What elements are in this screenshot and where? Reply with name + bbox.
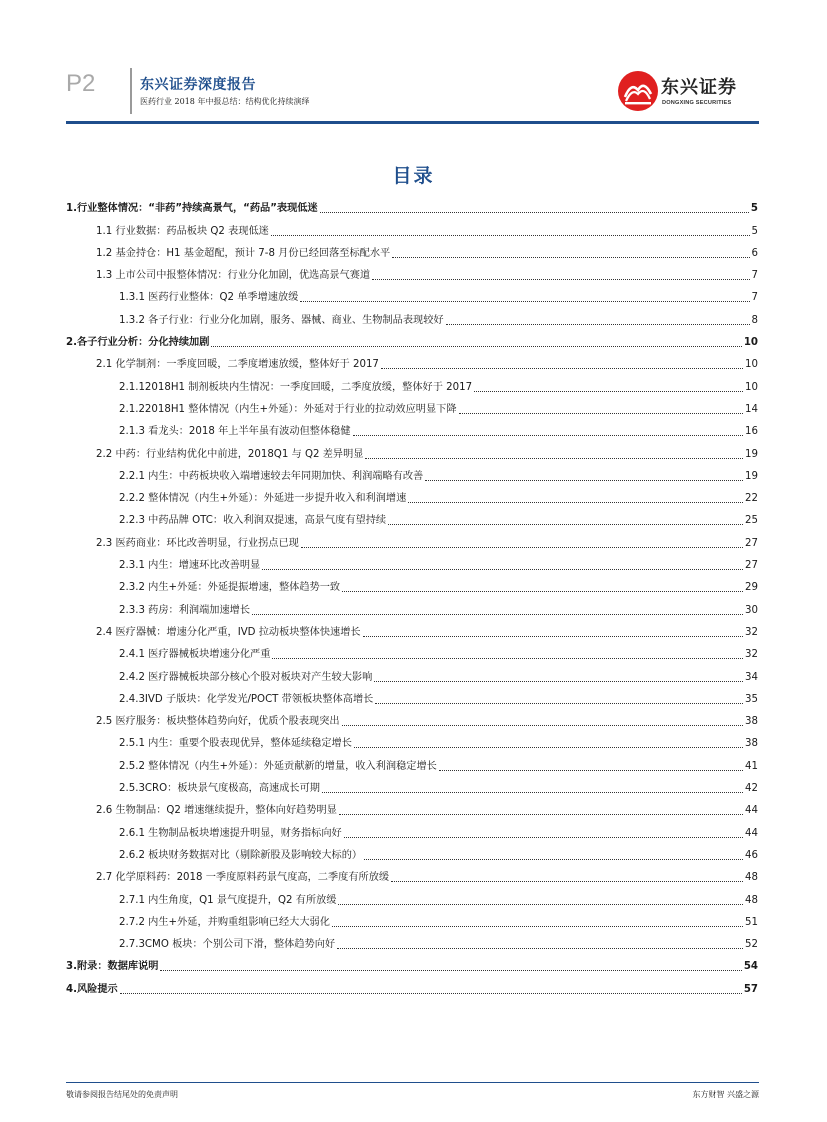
toc-entry[interactable] [66, 395, 758, 417]
toc-entry[interactable] [66, 618, 758, 640]
toc-entry-page: 57 [743, 983, 758, 995]
toc-leader-dots [301, 547, 743, 548]
toc-leader-dots [365, 458, 743, 459]
toc-leader-dots [342, 725, 743, 726]
toc-entry[interactable] [66, 350, 758, 372]
toc-leader-dots [381, 368, 743, 369]
toc-entry[interactable] [66, 506, 758, 528]
toc-leader-dots [353, 435, 744, 436]
toc-leader-dots [446, 324, 750, 325]
toc-entry-page: 32 [745, 649, 758, 661]
toc-entry-label: 2.2 中药：行业结构优化中前进，2018Q1 与 Q2 差异明显 [96, 448, 364, 460]
toc-entry-label: 2.3.3 药房：利润端加速增长 [119, 604, 251, 616]
toc-entry-page: 51 [745, 916, 758, 928]
toc-leader-dots [339, 814, 743, 815]
toc-entry[interactable] [66, 283, 758, 305]
toc-entry[interactable] [66, 863, 758, 885]
toc-entry[interactable] [66, 729, 758, 751]
toc-leader-dots [342, 591, 743, 592]
toc-entry-label: 2.4 医疗器械：增速分化严重，IVD 拉动板块整体快速增长 [96, 626, 361, 638]
toc-entry[interactable] [66, 551, 758, 573]
toc-entry[interactable] [66, 707, 758, 729]
toc-entry-label: 2.6.1 生物制品板块增速提升明显，财务指标向好 [119, 827, 342, 839]
toc-entry-page: 14 [745, 403, 758, 415]
toc-entry[interactable] [66, 305, 758, 327]
toc-entry-page: 5 [750, 203, 758, 215]
toc-entry-label: 1.3.1 医药行业整体：Q2 单季增速放缓 [119, 292, 299, 304]
toc-entry[interactable] [66, 216, 758, 238]
toc-entry[interactable] [66, 841, 758, 863]
toc-entry-page: 10 [743, 337, 758, 349]
toc-leader-dots [338, 904, 743, 905]
toc-entry-label: 2.1 化学制剂：一季度回暖，二季度增速放缓，整体好于 2017 [96, 359, 379, 371]
toc-entry[interactable] [66, 974, 758, 996]
toc-entry-page: 7 [751, 270, 758, 282]
toc-entry-page: 48 [745, 872, 758, 884]
toc-leader-dots [375, 703, 743, 704]
toc-leader-dots [354, 747, 743, 748]
toc-entry-page: 54 [743, 961, 758, 973]
toc-entry-label: 2.7 化学原料药：2018 一季度原料药景气度高，二季度有所放缓 [96, 872, 390, 884]
header-divider [130, 68, 132, 114]
toc-entry-label: 2.1.22018H1 整体情况（内生+外延）：外延对于行业的拉动效应明显下降 [119, 403, 457, 415]
toc-entry[interactable] [66, 796, 758, 818]
toc-leader-dots [262, 569, 743, 570]
toc-entry[interactable] [66, 194, 758, 216]
toc-entry[interactable] [66, 774, 758, 796]
toc-entry[interactable] [66, 952, 758, 974]
page-label: P2 [66, 70, 96, 97]
toc-entry-label: 2.1.3 看龙头：2018 年上半年虽有波动但整体稳健 [119, 426, 351, 438]
footer-disclaimer: 敬请参阅报告结尾处的免责声明 [66, 1090, 178, 1099]
toc-entry-page: 27 [745, 537, 758, 549]
company-logo [617, 70, 747, 116]
toc-entry-page: 48 [745, 894, 758, 906]
dongxing-logo-icon [617, 70, 659, 112]
toc-entry-page: 29 [745, 582, 758, 594]
footer-rule [66, 1082, 759, 1083]
toc-entry-label: 3.附录：数据库说明 [66, 961, 159, 973]
toc-leader-dots [474, 391, 743, 392]
toc-entry-label: 2.4.2 医疗器械板块部分核心个股对板块对产生较大影响 [119, 671, 373, 683]
toc-leader-dots [322, 792, 743, 793]
report-title: 东兴证券深度报告 [140, 77, 256, 93]
toc-leader-dots [332, 926, 743, 927]
toc-entry-page: 44 [745, 827, 758, 839]
toc-entry-page: 30 [745, 604, 758, 616]
toc-entry[interactable] [66, 573, 758, 595]
toc-entry-label: 2.2.2 整体情况（内生+外延）：外延进一步提升收入和利润增速 [119, 493, 407, 505]
toc-entry-label: 2.5.2 整体情况（内生+外延）：外延贡献新的增量，收入利润稳定增长 [119, 760, 437, 772]
toc-entry-page: 41 [745, 760, 758, 772]
toc-leader-dots [252, 614, 743, 615]
toc-entry-page: 38 [745, 716, 758, 728]
footer-slogan: 东方财智 兴盛之源 [692, 1090, 759, 1099]
header-rule [66, 121, 759, 124]
toc-entry[interactable] [66, 528, 758, 550]
toc-leader-dots [271, 235, 750, 236]
toc-entry-page: 19 [745, 448, 758, 460]
toc-entry-page: 27 [745, 560, 758, 572]
toc-entry-page: 10 [745, 381, 758, 393]
toc-entry-label: 2.7.3CMO 板块：个别公司下滑，整体趋势向好 [119, 939, 336, 951]
toc-entry-label: 1.3 上市公司中报整体情况：行业分化加剧，优选高景气赛道 [96, 270, 371, 282]
toc-entry-page: 46 [745, 849, 758, 861]
toc-entry[interactable] [66, 439, 758, 461]
toc-entry-label: 2.3 医药商业：环比改善明显，行业拐点已现 [96, 537, 299, 549]
report-subtitle: 医药行业 2018 年中报总结：结构优化持续演绎 [140, 97, 310, 106]
toc-entry-label: 2.6.2 板块财务数据对比（剔除新股及影响较大标的） [119, 849, 363, 861]
toc-entry-page: 38 [745, 738, 758, 750]
toc-leader-dots [120, 993, 742, 994]
toc-entry-page: 16 [745, 426, 758, 438]
toc-entry[interactable] [66, 239, 758, 261]
logo-name-en: DONGXING SECURITIES [662, 100, 732, 106]
toc-entry-label: 2.3.2 内生+外延：外延提振增速，整体趋势一致 [119, 582, 341, 594]
toc-entry-page: 19 [745, 470, 758, 482]
toc-entry-page: 22 [745, 493, 758, 505]
toc-entry[interactable] [66, 640, 758, 662]
toc-entry-page: 42 [745, 783, 758, 795]
toc-leader-dots [211, 346, 741, 347]
toc-list [66, 194, 758, 997]
logo-name-cn: 东兴证券 [661, 77, 737, 98]
toc-entry-page: 32 [745, 626, 758, 638]
toc-entry-label: 2.5.1 内生：重要个股表现优异，整体延续稳定增长 [119, 738, 352, 750]
toc-entry[interactable] [66, 751, 758, 773]
toc-entry[interactable] [66, 484, 758, 506]
toc-entry[interactable] [66, 261, 758, 283]
toc-entry-page: 5 [751, 225, 758, 237]
toc-entry-label: 2.7.1 内生角度，Q1 景气度提升，Q2 有所放缓 [119, 894, 337, 906]
toc-entry-label: 2.各子行业分析：分化持续加剧 [66, 337, 210, 349]
toc-entry[interactable] [66, 818, 758, 840]
toc-entry-label: 2.1.12018H1 制剂板块内生情况：一季度回暖，二季度放缓，整体好于 2017 [119, 381, 473, 393]
toc-leader-dots [272, 658, 743, 659]
toc-entry-label: 4.风险提示 [66, 983, 118, 995]
toc-leader-dots [459, 413, 743, 414]
toc-entry-page: 52 [745, 939, 758, 951]
toc-entry[interactable] [66, 930, 758, 952]
toc-leader-dots [374, 681, 743, 682]
toc-entry[interactable] [66, 885, 758, 907]
toc-leader-dots [344, 837, 743, 838]
toc-entry[interactable] [66, 662, 758, 684]
toc-entry[interactable] [66, 372, 758, 394]
toc-entry-label: 2.4.3IVD 子版块：化学发光/POCT 带领板块整体高增长 [119, 693, 374, 705]
toc-leader-dots [320, 212, 749, 213]
toc-entry-page: 44 [745, 805, 758, 817]
toc-entry[interactable] [66, 462, 758, 484]
toc-entry-page: 7 [751, 292, 758, 304]
toc-leader-dots [372, 279, 749, 280]
toc-leader-dots [160, 970, 741, 971]
toc-entry-label: 1.行业整体情况：“非药”持续高景气，“药品”表现低迷 [66, 203, 318, 215]
toc-entry-page: 8 [751, 314, 758, 326]
toc-entry-page: 25 [745, 515, 758, 527]
toc-entry-label: 2.7.2 内生+外延，并购重组影响已经大大弱化 [119, 916, 330, 928]
toc-entry-page: 6 [751, 247, 758, 259]
toc-leader-dots [388, 524, 743, 525]
toc-entry-label: 2.6 生物制品：Q2 增速继续提升，整体向好趋势明显 [96, 805, 337, 817]
toc-entry-label: 2.2.3 中药品牌 OTC：收入利润双提速，高景气度有望持续 [119, 515, 387, 527]
toc-leader-dots [337, 948, 743, 949]
toc-entry[interactable] [66, 328, 758, 350]
toc-leader-dots [392, 257, 749, 258]
toc-entry-label: 2.3.1 内生：增速环比改善明显 [119, 560, 261, 572]
toc-entry-page: 35 [745, 693, 758, 705]
toc-leader-dots [439, 770, 743, 771]
toc-entry-label: 1.2 基金持仓：H1 基金超配，预计 7-8 月份已经回落至标配水平 [96, 247, 391, 259]
toc-leader-dots [300, 301, 749, 302]
toc-leader-dots [364, 859, 743, 860]
toc-title: 目录 [392, 165, 435, 187]
toc-leader-dots [408, 502, 743, 503]
toc-entry-page: 10 [745, 359, 758, 371]
toc-entry[interactable] [66, 417, 758, 439]
toc-entry[interactable] [66, 595, 758, 617]
toc-entry-label: 2.5 医疗服务：板块整体趋势向好，优质个股表现突出 [96, 716, 340, 728]
toc-entry-label: 2.4.1 医疗器械板块增速分化严重 [119, 649, 271, 661]
toc-entry-label: 2.5.3CRO：板块景气度极高，高速成长可期 [119, 783, 320, 795]
toc-entry-label: 1.3.2 各子行业：行业分化加剧，服务、器械、商业、生物制品表现较好 [119, 314, 444, 326]
toc-leader-dots [363, 636, 743, 637]
toc-leader-dots [425, 480, 743, 481]
toc-entry[interactable] [66, 685, 758, 707]
toc-entry-label: 1.1 行业数据：药品板块 Q2 表现低迷 [96, 225, 269, 237]
toc-entry[interactable] [66, 908, 758, 930]
toc-entry-page: 34 [745, 671, 758, 683]
toc-leader-dots [391, 881, 743, 882]
toc-entry-label: 2.2.1 内生：中药板块收入端增速较去年同期加快、利润端略有改善 [119, 470, 424, 482]
